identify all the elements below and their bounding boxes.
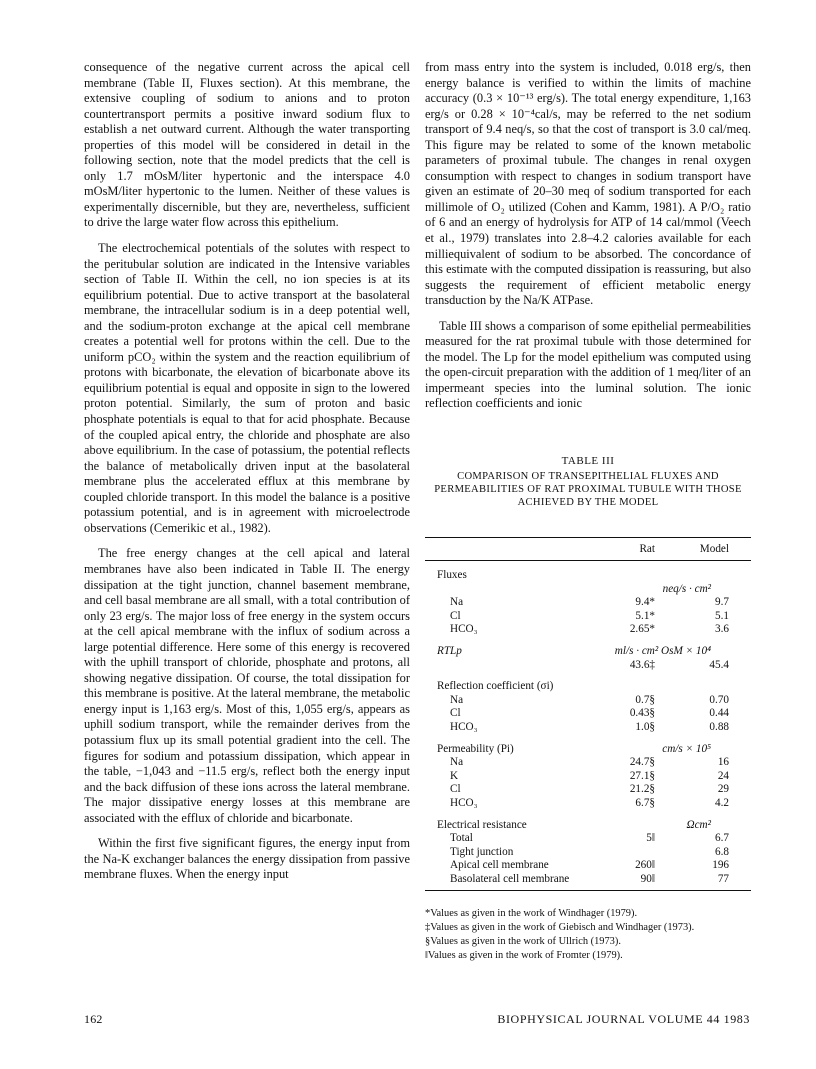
- cell-model: 4.2: [715, 796, 729, 809]
- unit-label: cm/s × 10⁵: [662, 742, 711, 755]
- row-label: Basolateral cell membrane: [450, 872, 570, 885]
- table-row: [425, 797, 751, 811]
- unit-label: ml/s · cm² OsM × 10⁴: [614, 644, 711, 657]
- cell-rat: 6.7§: [635, 796, 655, 809]
- table-row: [425, 707, 751, 721]
- row-label: Cl: [450, 609, 461, 622]
- col-header-rat: Rat: [639, 543, 655, 555]
- table-iii: [425, 537, 751, 891]
- cell-model: 5.1: [715, 609, 729, 622]
- table-row: [425, 873, 751, 887]
- table-row: [425, 694, 751, 708]
- cell-rat: 1.0§: [635, 720, 655, 733]
- cell-model: 0.88: [709, 720, 729, 733]
- cell-rat: 9.4*: [635, 596, 655, 609]
- cell-model: 6.7: [715, 832, 729, 845]
- col-header-model: Model: [699, 543, 729, 555]
- cell-model: 0.44: [709, 707, 729, 720]
- cell-model: 196: [712, 859, 729, 872]
- footnote: ‡Values as given in the work of Giebisch and Windhager (1973).: [425, 922, 695, 933]
- row-label: Na: [450, 596, 464, 609]
- right-column: [425, 60, 751, 422]
- paragraph: from mass entry into the system is included, 0.018 erg/s, then energy balance is verified to within the limits of machine accuracy (0.3 × 10⁻¹³ erg/s). The total energy expenditure, 1,163 erg/s or 0.28 × 10⁻⁴cal/s, may be referred to the net sodium transport of 9.4 neq/s, so that the cost of transport is 3.0 cal/meq. This figure may be related to some of the known metabolic parameters of proximal tubule. The changes in renal oxygen consumption with respect to changes in sodium transport have given an estimate of 20–30 meq of sodium transported for each millimole of O₂ utilized (Cohen and Kamm, 1981). A P/O₂ ratio of 6 and an energy of hydrolysis for ATP of 14 cal/mmol (Veech et al., 1979) translates into 2.8–4.2 calories available for each milliequivalent of sodium to be absorbed. The concordance of this estimate with the computed dissipation is reassuring, but also suggests the requirement of efficient metabolic energy transduction by the Na/K ATPase.: [425, 60, 751, 308]
- left-column: [84, 60, 410, 893]
- cell-model: 29: [717, 783, 729, 796]
- table-row: [425, 721, 751, 735]
- row-label: HCO₃: [450, 720, 478, 733]
- table-row: [425, 756, 751, 770]
- section-heading: Permeability (Pi): [437, 742, 514, 755]
- cell-rat: 27.1§: [629, 769, 655, 782]
- row-label: Total: [450, 832, 473, 845]
- row-label: K: [450, 769, 459, 782]
- unit-label: Ωcm²: [686, 818, 711, 831]
- section-heading: Reflection coefficient (σi): [437, 680, 554, 693]
- cell-model: 24: [717, 769, 729, 782]
- cell-model: 0.70: [709, 693, 729, 706]
- cell-rat: 260‖: [635, 859, 655, 872]
- table-title: COMPARISON OF TRANSEPITHELIAL FLUXES AND PERMEABILITIES OF RAT PROXIMAL TUBULE WITH THOSE ACHIEVED BY THE MODEL: [434, 471, 742, 508]
- row-label: Tight junction: [450, 845, 514, 858]
- paragraph: The free energy changes at the cell apical and lateral membranes have also been indicated in Table II. The energy dissipation at the tight junction, channel basement membrane, and cell basal membrane are all small, with a total contribution of only 23 erg/s. The major loss of free energy in the system occurs at the cell apical membrane with the influx of sodium across a large potential difference. Here some of this energy is recovered with the uphill transport of chloride, phosphate and protons, all showing negative dissipation. Of course, the total dissipation for this membrane is positive. At the lateral membrane, the metabolic energy input is 1,163 erg/s. Most of this, 1,055 erg/s, appears as uphill sodium transport, while the remainder derives from the potassium flux up its small potential gradient into the cell. The figures for sodium and potassium dissipation, which appear in the table, −1,043 and −11.5 erg/s, reflect both the energy input and the back diffusion of these ions across the lateral membrane. The major dissipative energy losses at this membrane are associated with the efflux of chloride and bicarbonate.: [84, 546, 410, 825]
- paragraph: consequence of the negative current across the apical cell membrane (Table II, Fluxes section). At this membrane, the extensive coupling of sodium to anions and to proton countertransport permits a positive inward sodium flux to establish a net outward current. Although the water transporting properties of this model will be considered in detail in the following section, note that the model predicts that the cell is only 1.7 mOsM/liter hypertonic and the interspace 4.0 mOsM/liter hypertonic to the lumen. Neither of these values is experimentally discernible, but they are, nevertheless, sufficient to drive the large water flow across this epithelium.: [84, 60, 410, 230]
- row-label: Cl: [450, 707, 461, 720]
- table-number: TABLE III: [561, 455, 615, 467]
- row-label: Apical cell membrane: [450, 859, 549, 872]
- cell-model: 77: [717, 872, 729, 885]
- row-label: Na: [450, 693, 464, 706]
- unit-label: neq/s · cm²: [662, 582, 711, 595]
- row-label: Na: [450, 756, 464, 769]
- paragraph: The electrochemical potentials of the solutes with respect to the peritubular solution are indicated in the Intensive variables section of Table II. Within the cell, no ion species is at its equilibrium potential. Due to active transport at the basolateral membrane, the intracellular sodium is in a deep potential well, and the sodium-proton exchange at the apical cell membrane creates a potential well for protons within the cell. Due to the uniform pCO₂ within the system and the reaction equilibrium of protons with bicarbonate, the elevation of bicarbonate above its equilibrium potential is equal and opposite in sign to the lowered proton potential. Similarly, the sum of proton and basic phosphate potentials is equal to that for acid phosphate. Because of the coupled apical entry, the chloride and phosphate are also above equilibrium. In the case of potassium, the potential reflects the balance of metabolically driven input at the basolateral membrane plus the accelerated efflux at this membrane by coupled chloride transport. In this model the balance is a positive potassium potential, and is in agreement with microelectrode observations (Cemerikic et al., 1982).: [84, 241, 410, 535]
- table-footnotes: [425, 907, 755, 963]
- cell-rat: 5‖: [646, 832, 655, 845]
- section-heading: Fluxes: [437, 569, 467, 581]
- cell-rat: 0.7§: [635, 693, 655, 706]
- table-row: [425, 610, 751, 624]
- table-caption: [425, 455, 751, 509]
- section-heading: RTLp: [437, 644, 462, 657]
- table-row: [425, 859, 751, 873]
- cell-rat: 90‖: [640, 872, 655, 885]
- cell-model: 9.7: [715, 596, 729, 609]
- table-row: [425, 832, 751, 846]
- table-row: [425, 846, 751, 860]
- cell-rat: 24.7§: [629, 756, 655, 769]
- page-number: 162: [84, 1012, 103, 1026]
- table-row: [425, 783, 751, 797]
- table-bottom-rule: [425, 890, 751, 891]
- cell-rat: 21.2§: [629, 783, 655, 796]
- cell-rat: 0.43§: [629, 707, 655, 720]
- table-row: [425, 596, 751, 610]
- paragraph: Within the first five significant figures, the energy input from the Na-K exchanger balances the energy dissipation from passive membrane fluxes. When the energy input: [84, 836, 410, 882]
- section-heading: Electrical resistance: [437, 818, 527, 831]
- cell-model: 16: [717, 756, 729, 769]
- footnote: ‖Values as given in the work of Fromter (1979).: [425, 950, 623, 961]
- table-header: [425, 538, 751, 560]
- running-footer: BIOPHYSICAL JOURNAL VOLUME 44 1983: [497, 1012, 750, 1026]
- table-row: [425, 623, 751, 637]
- cell-rat: 43.6‡: [629, 658, 655, 671]
- row-label: HCO₃: [450, 623, 478, 636]
- cell-model: 45.4: [709, 658, 729, 671]
- table-row: [425, 770, 751, 784]
- footnote: §Values as given in the work of Ullrich (1973).: [425, 936, 621, 947]
- cell-model: 6.8: [715, 845, 729, 858]
- paragraph: Table III shows a comparison of some epithelial permeabilities measured for the rat proximal tubule with those determined for the model. The Lp for the model epithelium was computed using the open-circuit preparation with the addition of 1 meq/liter of an impermeant species into the luminal solution. The ionic reflection coefficients and ionic: [425, 318, 751, 411]
- cell-model: 3.6: [715, 623, 729, 636]
- cell-rat: 2.65*: [629, 623, 655, 636]
- footnote: *Values as given in the work of Windhager (1979).: [425, 908, 638, 919]
- row-label: HCO₃: [450, 796, 478, 809]
- cell-rat: 5.1*: [635, 609, 655, 622]
- row-label: Cl: [450, 783, 461, 796]
